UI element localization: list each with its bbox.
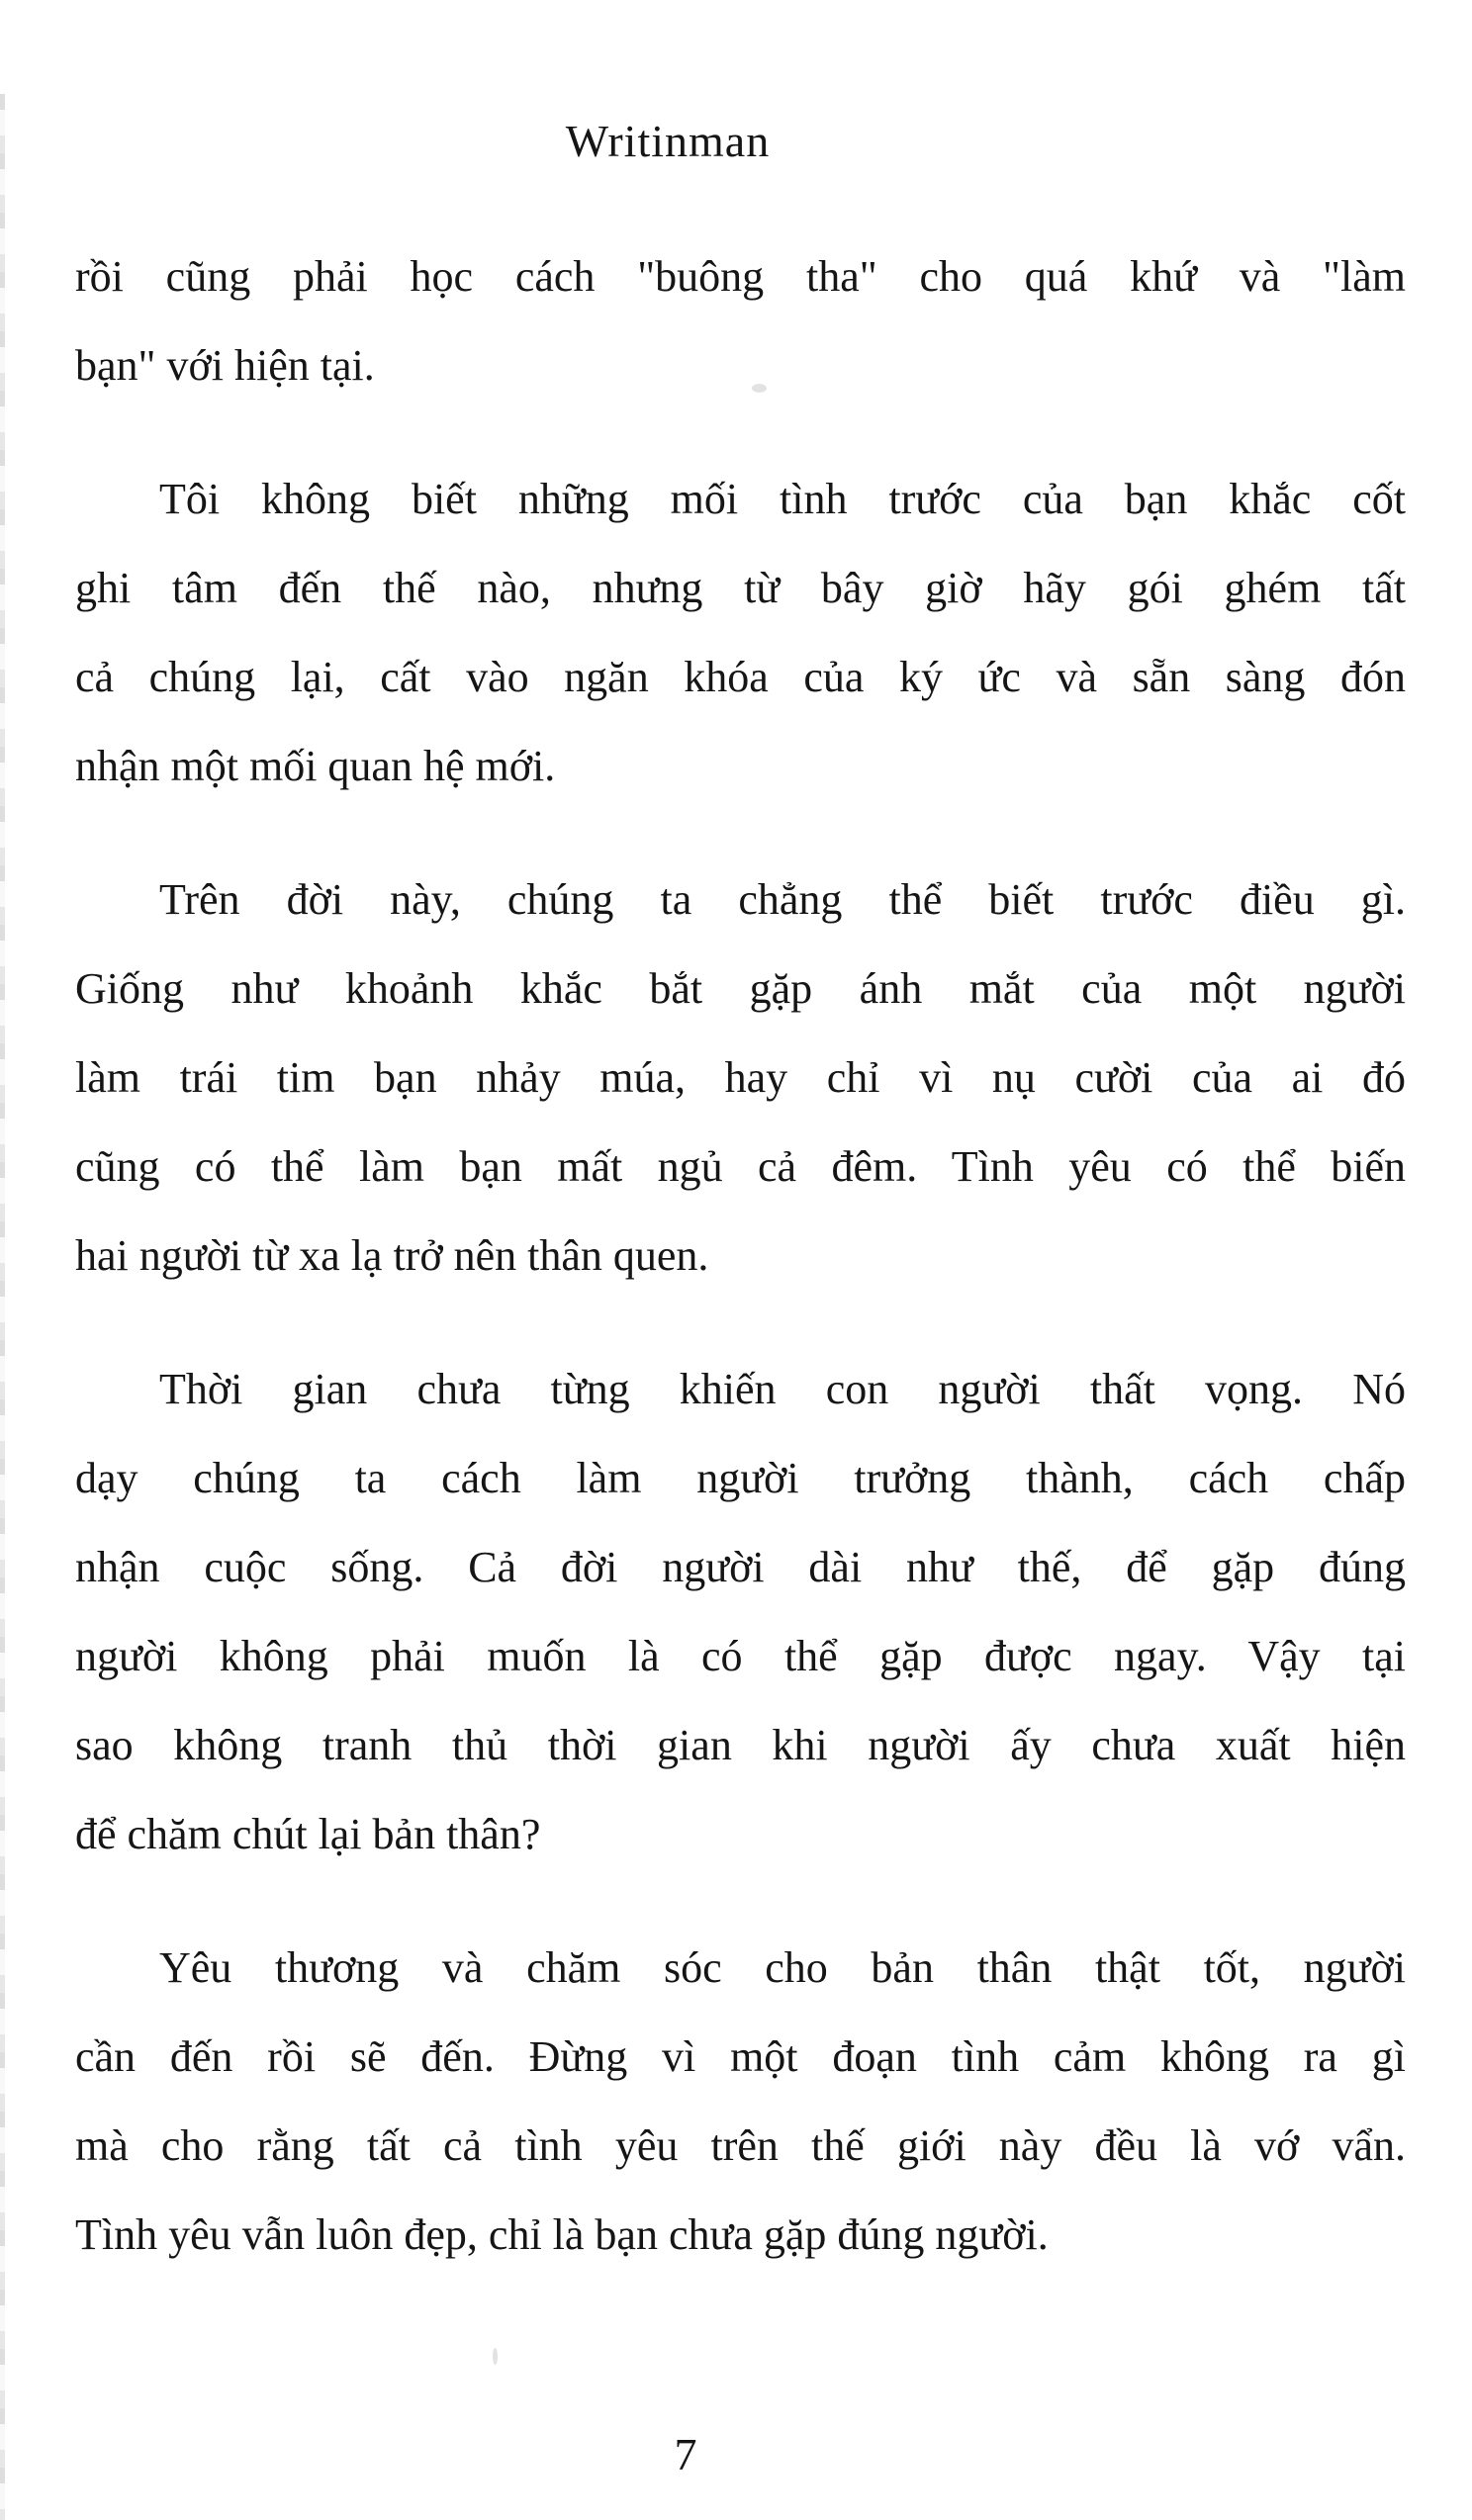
text-line: bạn" với hiện tại. xyxy=(75,341,375,390)
scan-smudge xyxy=(493,2348,498,2365)
paragraph xyxy=(75,232,1406,410)
text-line: để chăm chút lại bản thân? xyxy=(75,1810,541,1858)
text-line: làm trái tim bạn nhảy múa, hay chỉ vì nụ cười của ai đó xyxy=(75,1053,1406,1102)
text-line: ghi tâm đến thế nào, nhưng từ bây giờ hãy gói ghém tất xyxy=(75,564,1406,612)
text-line: rồi cũng phải học cách "buông tha" cho quá khứ và "làm xyxy=(75,252,1406,301)
text-line: dạy chúng ta cách làm người trưởng thành, cách chấp xyxy=(75,1454,1406,1502)
text-line: cả chúng lại, cất vào ngăn khóa của ký ức và sẵn sàng đón xyxy=(75,653,1406,701)
text-line: nhận một mối quan hệ mới. xyxy=(75,742,556,790)
paragraph xyxy=(75,455,1406,811)
text-line: nhận cuộc sống. Cả đời người dài như thế, để gặp đúng xyxy=(75,1543,1406,1591)
running-header xyxy=(0,117,1472,166)
text-line: người không phải muốn là có thể gặp được ngay. Vậy tại xyxy=(75,1632,1406,1680)
text-line: Giống như khoảnh khắc bắt gặp ánh mắt của một người xyxy=(75,964,1406,1013)
text-line: cũng có thể làm bạn mất ngủ cả đêm. Tình yêu có thể biến xyxy=(75,1142,1406,1191)
paragraph xyxy=(75,1345,1406,1879)
running-header-text: Writinman xyxy=(565,116,771,166)
paragraph xyxy=(75,1924,1406,2280)
page-number: 7 xyxy=(674,2429,697,2479)
text-line: mà cho rằng tất cả tình yêu trên thế giới này đều là vớ vẩn. xyxy=(75,2121,1406,2170)
body-text xyxy=(75,232,1406,2280)
text-line: Thời gian chưa từng khiến con người thất vọng. Nó xyxy=(159,1365,1406,1413)
text-line: Yêu thương và chăm sóc cho bản thân thật tốt, người xyxy=(159,1943,1406,1992)
text-line: sao không tranh thủ thời gian khi người ấy chưa xuất hiện xyxy=(75,1721,1406,1769)
paragraph xyxy=(75,855,1406,1301)
text-line: Tôi không biết những mối tình trước của bạn khắc cốt xyxy=(159,475,1406,523)
text-line: hai người từ xa lạ trở nên thân quen. xyxy=(75,1231,709,1280)
text-line: cần đến rồi sẽ đến. Đừng vì một đoạn tình cảm không ra gì xyxy=(75,2032,1406,2081)
text-line: Trên đời này, chúng ta chẳng thể biết trước điều gì. xyxy=(159,875,1406,924)
scan-artifact-left-edge xyxy=(0,94,5,2520)
text-line: Tình yêu vẫn luôn đẹp, chỉ là bạn chưa gặp đúng người. xyxy=(75,2210,1049,2259)
